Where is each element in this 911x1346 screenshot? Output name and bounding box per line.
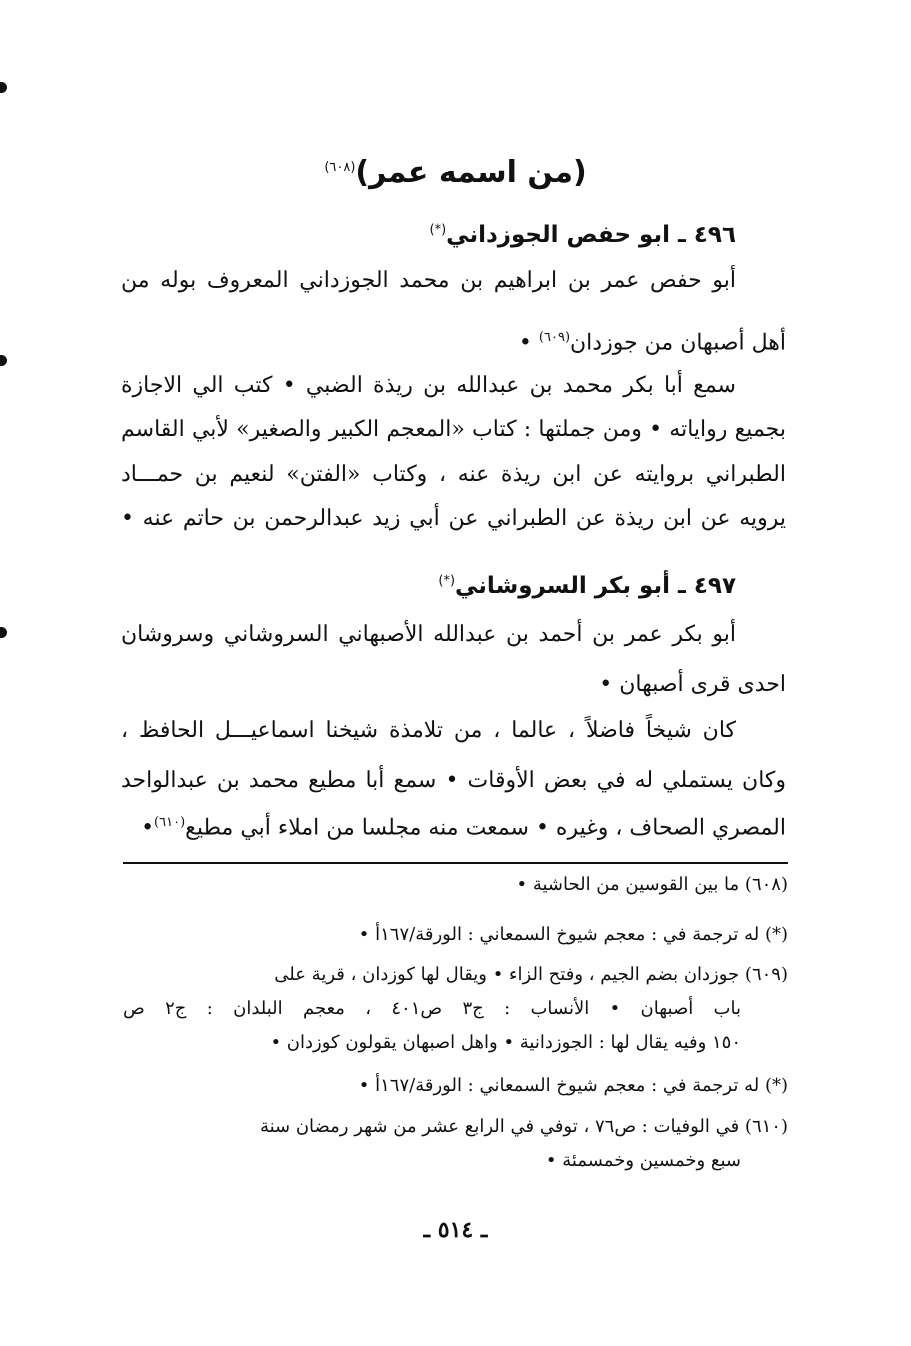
- footnote-marker: (٦٠٩): [744, 964, 788, 985]
- footnote-continuation: باب أصبهان • الأنساب : ج٣ ص٤٠١ ، معجم البلدان : ج٢ ص: [123, 998, 741, 1019]
- text-line: [121, 330, 786, 355]
- page-number: ـ ٥١٤ ـ: [423, 1217, 488, 1243]
- entry-heading-ref: (*): [438, 573, 456, 589]
- footnote-marker: (٦١٠): [744, 1116, 788, 1137]
- entry-heading-text: ٤٩٧ ـ أبو بكر السروشاني: [455, 573, 736, 599]
- footnote-text: في الوفيات : ص٧٦ ، توفي في الرابع عشر من شهر رمضان سنة: [259, 1116, 740, 1137]
- margin-hole-mark: [0, 355, 7, 366]
- text-line: يرويه عن ابن ريذة عن الطبراني عن أبي زيد عبدالرحمن بن حاتم عنه •: [121, 506, 786, 531]
- footnote-text: جوزدان بضم الجيم ، وفتح الزاء • ويقال لها كوزدان ، قرية على: [274, 964, 740, 985]
- footnote-continuation: ١٥٠ وفيه يقال لها : الجوزدانية • واهل اصبهان يقولون كوزدان •: [270, 1032, 741, 1053]
- text-line-end: •: [141, 815, 155, 841]
- footnote-separator: [123, 862, 788, 864]
- footnote: [123, 924, 788, 945]
- text-line-end: •: [518, 330, 532, 356]
- text-line-content: أهل أصبهان من جوزدان: [570, 330, 786, 356]
- text-line: كان شيخاً فاضلاً ، عالما ، من تلامذة شيخنا اسماعيـــل الحافظ ،: [121, 718, 736, 743]
- footnote: [123, 874, 788, 895]
- section-title: [0, 155, 911, 190]
- margin-hole-mark: [0, 627, 7, 638]
- footnote-continuation: سبع وخمسين وخمسمئة •: [545, 1150, 741, 1171]
- text-line: احدى قرى أصبهان •: [599, 672, 786, 697]
- footnote-marker: (*): [764, 924, 788, 945]
- text-line: الطبراني بروايته عن ابن ريذة عنه ، وكتاب «الفتن» لنعيم بن حمـــاد: [121, 462, 786, 487]
- margin-hole-mark: [0, 82, 7, 93]
- footnote: [123, 1116, 788, 1137]
- entry-heading-496: [430, 222, 736, 248]
- footnote: [123, 1075, 788, 1096]
- footnote-text: له ترجمة في : معجم شيوخ السمعاني : الورقة/١٦٧أ •: [358, 1075, 760, 1096]
- footnote-ref: (٦٠٩): [538, 330, 571, 345]
- entry-heading-text: ٤٩٦ ـ ابو حفص الجوزداني: [446, 222, 736, 248]
- entry-heading-ref: (*): [429, 222, 447, 238]
- footnote-marker: (*): [764, 1075, 788, 1096]
- footnote-marker: (٦٠٨): [744, 874, 788, 895]
- text-line: أبو حفص عمر بن ابراهيم بن محمد الجوزداني المعروف بوله من: [121, 268, 736, 293]
- footnote-text: له ترجمة في : معجم شيوخ السمعاني : الورقة/١٦٧أ •: [358, 924, 760, 945]
- text-line: [121, 815, 786, 840]
- section-title-text: (من اسمه عمر): [355, 155, 587, 190]
- text-line-content: المصري الصحاف ، وغيره • سمعت منه مجلسا من املاء أبي مطيع: [185, 815, 786, 841]
- section-title-note-ref: (٦٠٨): [324, 160, 356, 175]
- text-line: سمع أبا بكر محمد بن عبدالله بن ريذة الضبي • كتب الي الاجازة: [121, 373, 736, 398]
- footnote: [123, 964, 788, 985]
- text-line: أبو بكر عمر بن أحمد بن عبدالله الأصبهاني السروشاني وسروشان: [121, 622, 736, 647]
- footnote-ref: (٦١٠): [154, 815, 186, 830]
- text-line: وكان يستملي له في بعض الأوقات • سمع أبا مطيع محمد بن عبدالواحد: [121, 768, 786, 793]
- footnote-text: ما بين القوسين من الحاشية •: [516, 874, 740, 895]
- entry-heading-497: [438, 573, 736, 599]
- text-line: بجميع رواياته • ومن جملتها : كتاب «المعجم الكبير والصغير» لأبي القاسم: [121, 417, 786, 442]
